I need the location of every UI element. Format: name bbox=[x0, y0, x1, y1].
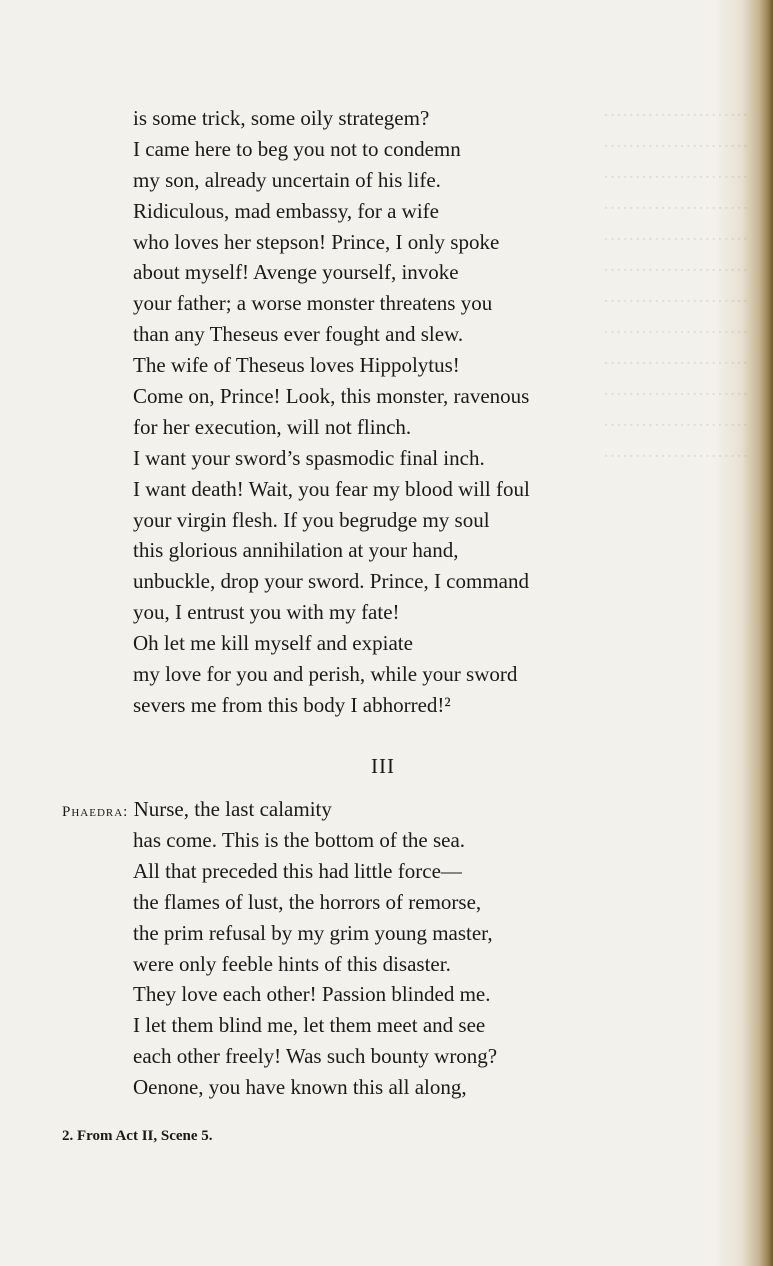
verse-stanza-1 bbox=[133, 103, 653, 721]
verse-line: my love for you and perish, while your sword bbox=[133, 662, 518, 687]
verse-line: The wife of Theseus loves Hippolytus! bbox=[133, 353, 460, 378]
verse-line: Ridiculous, mad embassy, for a wife bbox=[133, 198, 439, 223]
page-binding-shadow bbox=[715, 0, 773, 1266]
verse-line: than any Theseus ever fought and slew. bbox=[133, 322, 464, 347]
verse-line: each other freely! Was such bounty wrong? bbox=[133, 1044, 498, 1069]
speaker-line bbox=[62, 794, 332, 828]
verse-line: the prim refusal by my grim young master, bbox=[133, 920, 493, 945]
section-number: III bbox=[371, 754, 395, 778]
verse-line: who loves her stepson! Prince, I only spoke bbox=[133, 229, 500, 254]
verse-line: Nurse, the last calamity bbox=[133, 797, 332, 821]
verse-line: my son, already uncertain of his life. bbox=[133, 167, 441, 192]
verse-line: you, I entrust you with my fate! bbox=[133, 600, 400, 625]
verse-line: your virgin flesh. If you begrudge my soul bbox=[133, 507, 490, 532]
bleed-through-text: ······················· ······················· ······················· ······················· ······················· ······················· ······················· ······················· ······················· ······················· ······················· ······················· bbox=[603, 105, 749, 467]
verse-line: is some trick, some oily strategem? bbox=[133, 106, 430, 130]
verse-line: I came here to beg you not to condemn bbox=[133, 136, 461, 161]
verse-line: unbuckle, drop your sword. Prince, I command bbox=[133, 569, 529, 594]
verse-line: about myself! Avenge yourself, invoke bbox=[133, 260, 459, 285]
verse-line: this glorious annihilation at your hand, bbox=[133, 538, 459, 563]
verse-line: your father; a worse monster threatens you bbox=[133, 291, 493, 316]
verse-line: Oh let me kill myself and expiate bbox=[133, 631, 413, 656]
verse-line: They love each other! Passion blinded me. bbox=[133, 982, 491, 1007]
verse-line: the flames of lust, the horrors of remorse, bbox=[133, 889, 482, 914]
speaker-name: Phaedra: bbox=[62, 804, 129, 820]
verse-line: I want your sword’s spasmodic final inch. bbox=[133, 445, 485, 470]
verse-line: Oenone, you have known this all along, bbox=[133, 1075, 467, 1100]
verse-line: I want death! Wait, you fear my blood will foul bbox=[133, 476, 530, 501]
footnote: 2. From Act II, Scene 5. bbox=[62, 1128, 213, 1144]
verse-line: has come. This is the bottom of the sea. bbox=[133, 828, 466, 852]
verse-line: for her execution, will not flinch. bbox=[133, 414, 412, 439]
verse-line: severs me from this body I abhorred!² bbox=[133, 692, 451, 717]
verse-line: were only feeble hints of this disaster. bbox=[133, 951, 451, 976]
verse-line: I let them blind me, let them meet and see bbox=[133, 1013, 486, 1038]
verse-line: Come on, Prince! Look, this monster, ravenous bbox=[133, 384, 530, 409]
verse-stanza-2 bbox=[133, 825, 653, 1103]
verse-line: All that preceded this had little force— bbox=[133, 858, 462, 883]
